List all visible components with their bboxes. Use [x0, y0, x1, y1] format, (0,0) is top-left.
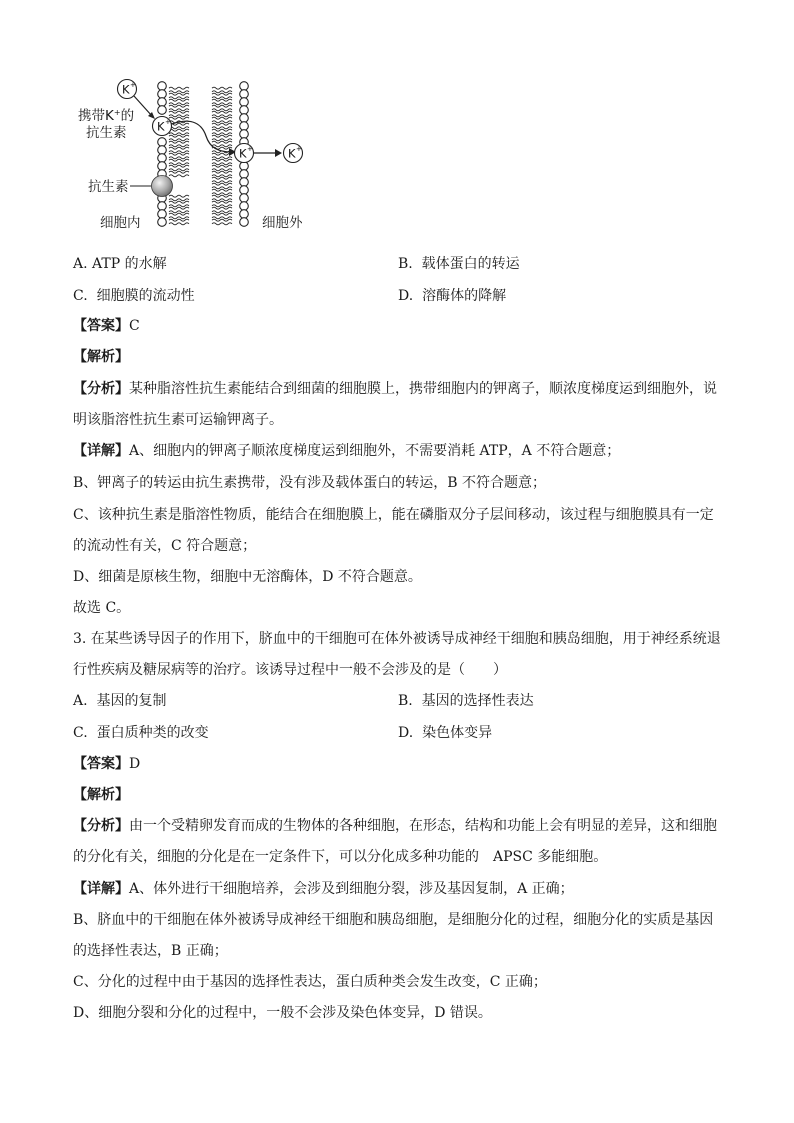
- phospholipid-tail: [169, 165, 189, 171]
- phospholipid-tail: [212, 105, 232, 111]
- phospholipid-head: [240, 178, 249, 187]
- q2-analysis-heading: 【解析】: [73, 349, 129, 365]
- antibiotic-sphere: [152, 176, 173, 197]
- phospholipid-tail: [212, 207, 232, 213]
- phospholipid-head: [240, 98, 249, 107]
- q3-option-a: A. 基因的复制: [73, 693, 167, 709]
- svg-text:+: +: [165, 118, 171, 126]
- q3-detail-d: D、细胞分裂和分化的过程中，一般不会涉及染色体变异，D 错误。: [73, 1005, 492, 1021]
- q3-answer: 【答案】D: [73, 756, 141, 772]
- phospholipid-head: [240, 218, 249, 227]
- membrane-diagram: [72, 72, 402, 242]
- q2-detail-b: B、钾离子的转运由抗生素携带，没有涉及载体蛋白的转运，B 不符合题意；: [73, 475, 547, 491]
- phospholipid-head: [158, 202, 167, 211]
- phospholipid-head: [240, 194, 249, 203]
- phospholipid-tail: [169, 207, 189, 213]
- phospholipid-head: [240, 106, 249, 115]
- phospholipid-head: [240, 114, 249, 123]
- phospholipid-head: [158, 138, 167, 147]
- carrier-label-line1: 携带K+的: [78, 108, 135, 124]
- phospholipid-head: [158, 98, 167, 107]
- phospholipid-tail: [212, 87, 232, 93]
- phospholipid-tail: [169, 141, 189, 147]
- q2-option-d: D. 溶酶体的降解: [398, 288, 507, 304]
- phospholipid-tail: [212, 141, 232, 147]
- q2-detail-d: D、细菌是原核生物，细胞中无溶酶体，D 不符合题意。: [73, 569, 422, 585]
- q3-detail-c: C、分化的过程中由于基因的选择性表达，蛋白质种类会发生改变，C 正确；: [73, 974, 547, 990]
- phospholipid-head: [158, 210, 167, 219]
- q3-stem-line2: 行性疾病及糖尿病等的治疗。该诱导过程中一般不会涉及的是（ ）: [73, 662, 507, 678]
- phospholipid-head: [240, 130, 249, 139]
- svg-text:+: +: [130, 81, 136, 89]
- phospholipid-tail: [169, 159, 189, 165]
- phospholipid-tail: [169, 219, 189, 225]
- svg-text:K: K: [157, 119, 165, 134]
- phospholipid-head: [158, 162, 167, 171]
- q2-answer: 【答案】C: [73, 318, 140, 334]
- left-phospholipid-layer: [158, 82, 189, 227]
- phospholipid-head: [158, 146, 167, 155]
- phospholipid-tail: [212, 135, 232, 141]
- phospholipid-head: [240, 210, 249, 219]
- phospholipid-tail: [212, 123, 232, 129]
- phospholipid-tail: [169, 111, 189, 117]
- phospholipid-head: [158, 82, 167, 91]
- phospholipid-tail: [212, 165, 232, 171]
- phospholipid-head: [158, 90, 167, 99]
- phospholipid-tail: [169, 93, 189, 99]
- phospholipid-tail: [212, 99, 232, 105]
- phospholipid-tail: [212, 177, 232, 183]
- phospholipid-tail: [169, 213, 189, 219]
- q2-option-c: C. 细胞膜的流动性: [73, 288, 195, 304]
- phospholipid-head: [240, 90, 249, 99]
- q3-option-b: B. 基因的选择性表达: [398, 693, 534, 709]
- phospholipid-tail: [212, 93, 232, 99]
- phospholipid-tail: [212, 213, 232, 219]
- q3-option-c: C. 蛋白质种类的改变: [73, 725, 209, 741]
- q3-detail-b2: 的选择性表达，B 正确；: [73, 943, 228, 959]
- svg-text:K: K: [239, 146, 247, 161]
- phospholipid-tail: [169, 105, 189, 111]
- phospholipid-head: [158, 106, 167, 115]
- phospholipid-tail: [212, 171, 232, 177]
- phospholipid-tail: [212, 189, 232, 195]
- arrow-k-to-carrier: [134, 96, 152, 116]
- carrier-potassium-ion: [153, 117, 172, 136]
- phospholipid-tail: [169, 195, 189, 201]
- q3-detail-b1: B、脐血中的干细胞在体外被诱导成神经干细胞和胰岛细胞，是细胞分化的过程，细胞分化的实质是基因: [73, 912, 714, 928]
- phospholipid-tail: [169, 201, 189, 207]
- inside-cell-label: 细胞内: [100, 215, 141, 231]
- phospholipid-tail: [169, 153, 189, 159]
- q3-detail-a: 【详解】A、体外进行干细胞培养，会涉及到细胞分裂，涉及基因复制，A 正确；: [73, 881, 574, 897]
- phospholipid-tail: [212, 201, 232, 207]
- q3-stem-line1: 3. 在某些诱导因子的作用下，脐血中的干细胞可在体外被诱导成神经干细胞和胰岛细胞，用于神经系统退: [73, 631, 721, 647]
- phospholipid-tail: [169, 99, 189, 105]
- svg-text:K: K: [122, 82, 130, 97]
- phospholipid-tail: [212, 159, 232, 165]
- phospholipid-head: [240, 186, 249, 195]
- svg-text:+: +: [247, 145, 253, 153]
- q2-detail-c2: 的流动性有关，C 符合题意；: [73, 538, 257, 554]
- phospholipid-tail: [169, 87, 189, 93]
- phospholipid-head: [240, 202, 249, 211]
- phospholipid-head: [158, 154, 167, 163]
- phospholipid-tail: [169, 147, 189, 153]
- q3-analysis-heading: 【解析】: [73, 787, 129, 803]
- q3-fenxi-line1: 【分析】由一个受精卵发育而成的生物体的各种细胞，在形态，结构和功能上会有明显的差异，这和细胞: [73, 818, 717, 834]
- q2-option-b: B. 载体蛋白的转运: [398, 256, 520, 272]
- phospholipid-head: [240, 122, 249, 131]
- q3-option-d: D. 染色体变异: [398, 725, 493, 741]
- phospholipid-tail: [212, 129, 232, 135]
- phospholipid-tail: [212, 111, 232, 117]
- phospholipid-head: [158, 218, 167, 227]
- potassium-ion-outer-membrane: [235, 144, 254, 163]
- phospholipid-tail: [169, 135, 189, 141]
- q2-conclusion: 故选 C。: [73, 600, 131, 616]
- phospholipid-head: [240, 82, 249, 91]
- q2-detail-c1: C、该种抗生素是脂溶性物质，能结合在细胞膜上，能在磷脂双分子层间移动，该过程与细胞膜具有一定: [73, 507, 714, 523]
- antibiotic-label: 抗生素: [88, 179, 129, 195]
- q2-fenxi-line1: 【分析】某种脂溶性抗生素能结合到细菌的细胞膜上，携带细胞内的钾离子，顺浓度梯度运到细胞外，说: [73, 381, 717, 397]
- carrier-label-line2: 抗生素: [86, 125, 127, 141]
- potassium-ion-top: [118, 80, 137, 99]
- phospholipid-tail: [212, 117, 232, 123]
- arrowhead-3: [275, 149, 282, 157]
- svg-text:+: +: [296, 145, 302, 153]
- phospholipid-head: [240, 170, 249, 179]
- outside-cell-label: 细胞外: [262, 215, 303, 231]
- phospholipid-tail: [169, 129, 189, 135]
- potassium-ion-outside: [284, 144, 303, 163]
- svg-text:K: K: [288, 146, 296, 161]
- q2-option-a: A. ATP 的水解: [73, 256, 167, 272]
- q3-fenxi-line2: 的分化有关，细胞的分化是在一定条件下，可以分化成多种功能的 APSC 多能细胞。: [73, 849, 608, 865]
- phospholipid-tail: [169, 171, 189, 177]
- phospholipid-tail: [212, 195, 232, 201]
- phospholipid-tail: [212, 219, 232, 225]
- q2-fenxi-line2: 明该脂溶性抗生素可运输钾离子。: [73, 412, 283, 428]
- q2-detail-a: 【详解】A、细胞内的钾离子顺浓度梯度运到细胞外，不需要消耗 ATP，A 不符合题意；: [73, 443, 621, 459]
- phospholipid-tail: [212, 183, 232, 189]
